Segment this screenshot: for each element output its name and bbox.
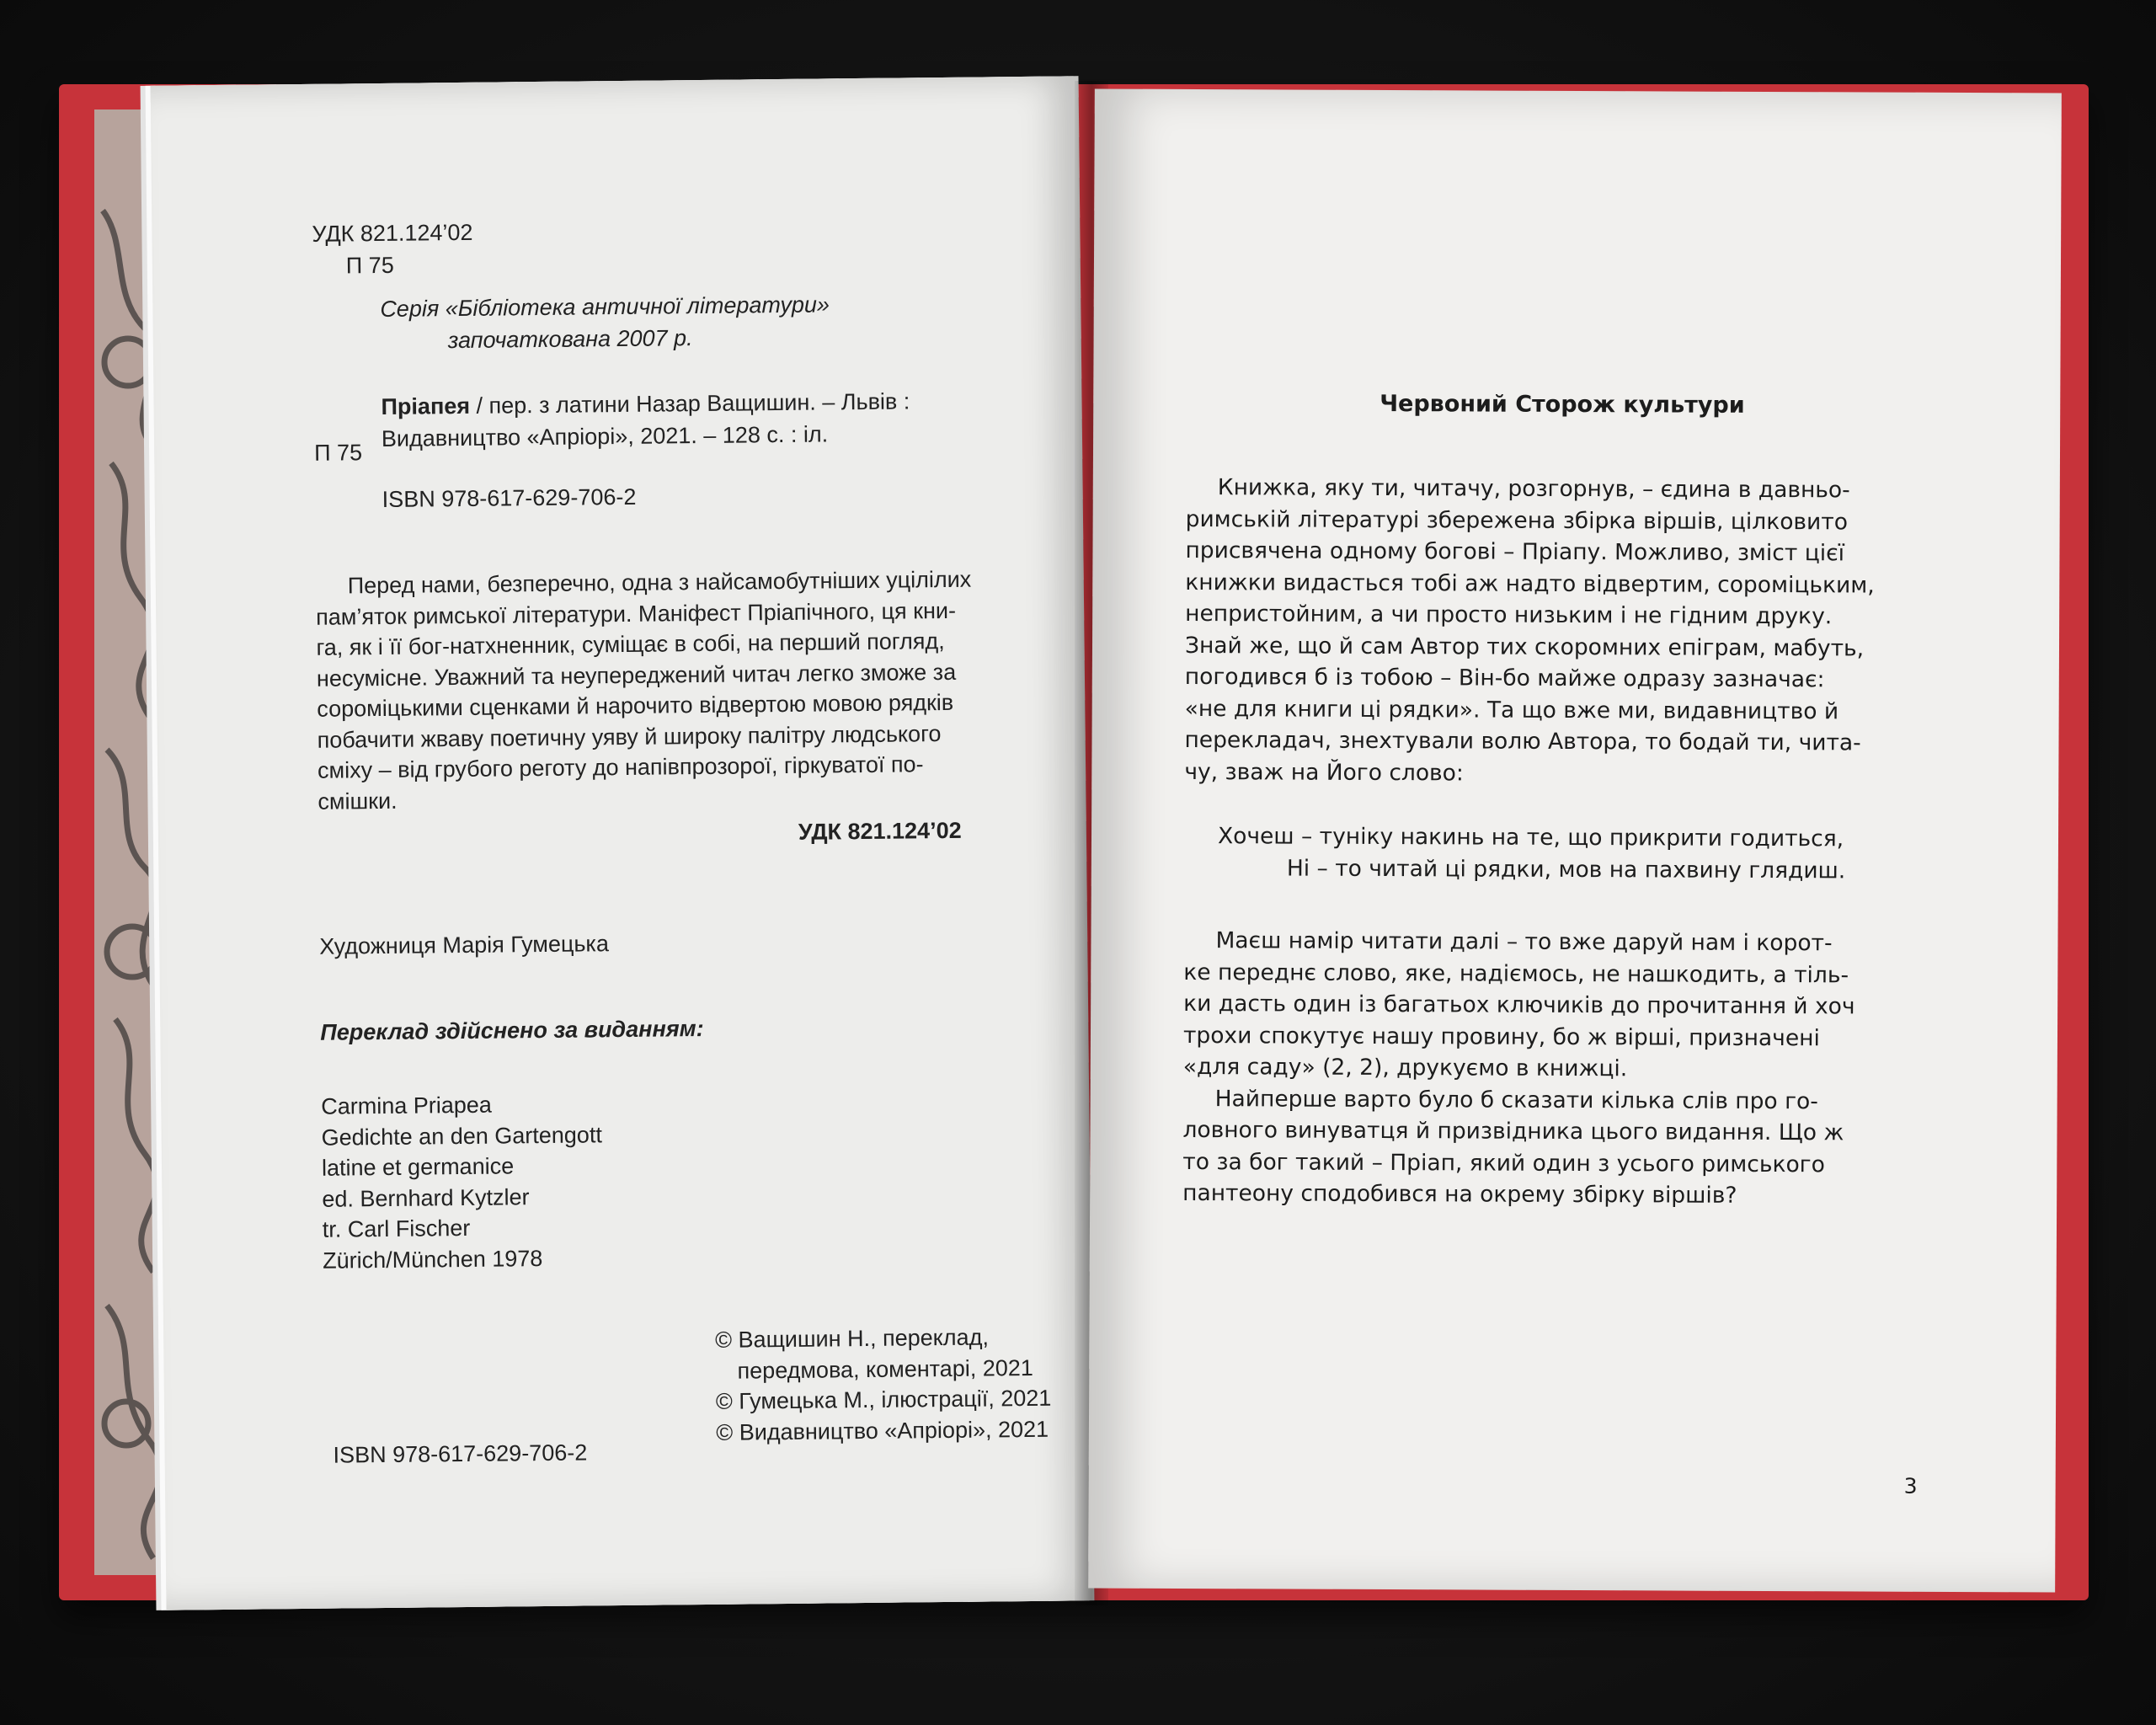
series-line-1: Серія «Бібліотека античної літератури»: [380, 291, 830, 322]
bibliographic-rest: / пер. з латини Назар Ващишин. – Львів :: [469, 388, 910, 419]
text-line: перекладач, знехтували волю Автора, то бодай ти, чита-: [1184, 726, 1861, 756]
text-line: «не для книги ці рядки». Та що вже ми, видавництво й: [1184, 695, 1839, 724]
abstract: [316, 563, 1009, 817]
abstract-line: сміху – від грубого реготу до напівпрозорої, гіркуватої по-: [317, 751, 924, 783]
text-line: «для саду» (2, 2), друкуємо в книжці.: [1182, 1053, 1628, 1082]
chapter-heading: Червоний Сторож культури: [1380, 390, 1745, 419]
left-page: [151, 76, 1095, 1610]
copyright-line: © Видавництво «Апріорі», 2021: [716, 1416, 1049, 1445]
text-line: ки дасть один із багатьох ключиків до прочитання й хоч: [1183, 990, 1855, 1020]
copyright-block: [715, 1321, 1070, 1447]
source-line: Carmina Priapea: [321, 1092, 492, 1119]
p75-top: П 75: [345, 252, 394, 279]
udk-header: УДК 821.124’02: [312, 219, 473, 247]
translation-note: Переклад здійснено за виданням:: [320, 1016, 704, 1045]
series-line-2: започаткована 2007 р.: [447, 325, 693, 354]
verse-line-2: Ні – то читай ці рядки, мов на пахвину глядиш.: [1286, 855, 1846, 884]
abstract-line: Перед нами, безперечно, одна з найсамобутніших уцілілих: [347, 566, 972, 599]
source-line: Zürich/München 1978: [323, 1245, 543, 1274]
text-line: Маєш намір читати далі – то вже даруй нам і корот-: [1215, 927, 1833, 957]
p75-side: П 75: [313, 440, 363, 466]
verse-line-1: Хочеш – туніку накинь на те, що прикрити годиться,: [1217, 823, 1844, 852]
paragraph-2: [1182, 925, 1937, 1212]
copyright-line: передмова, коментарі, 2021: [737, 1354, 1033, 1384]
bibliographic-line-2: Видавництво «Апріорі», 2021. – 128 с. : іл.: [381, 421, 829, 451]
text-line: трохи спокутує нашу провину, бо ж вірші, призначені: [1182, 1022, 1820, 1051]
text-line: пантеону сподобився на окрему збірку віршів?: [1182, 1179, 1737, 1209]
abstract-line: несумісне. Уважний та неупереджений читач легко зможе за: [316, 659, 957, 692]
text-line: чу, зваж на Його слово:: [1184, 758, 1464, 786]
bibliographic-line-1: [381, 386, 910, 422]
page-number: 3: [1903, 1473, 1918, 1498]
text-line: Книжка, яку ти, читачу, розгорнув, – єдина в давньо-: [1217, 474, 1850, 504]
text-line: римській літературі збережена збірка віршів, цілковито: [1185, 505, 1849, 535]
text-line: ке переднє слово, яке, надіємось, не нашкодить, а тіль-: [1183, 959, 1849, 988]
text-line: Знай же, що й сам Автор тих скоромних епіграм, мабуть,: [1184, 632, 1865, 661]
source-line: ed. Bernhard Kytzler: [322, 1183, 530, 1212]
abstract-line: пам’яток римської літератури. Маніфест Пріапічного, ця кни-: [316, 597, 957, 630]
text-line: погодився б із тобою – Він-бо майже одразу зазначає:: [1184, 663, 1825, 693]
artist-credit: Художниця Марія Гумецька: [319, 931, 610, 959]
source-line: latine et germanice: [321, 1153, 515, 1181]
udk-bold: УДК 821.124’02: [798, 817, 962, 845]
abstract-line: смішки.: [318, 788, 398, 814]
source-edition: [321, 1086, 828, 1275]
isbn-bottom: ISBN 978-617-629-706-2: [333, 1439, 588, 1468]
text-line: присвячена одному богові – Пріапу. Можливо, зміст цієї: [1185, 537, 1845, 567]
text-line: Найперше варто було б сказати кілька слів про го-: [1214, 1085, 1818, 1114]
paragraph-1: [1184, 472, 1940, 791]
source-line: Gedichte an den Gartengott: [321, 1121, 603, 1151]
right-page: [1088, 89, 2062, 1593]
copyright-line: © Гумецька М., ілюстрації, 2021: [715, 1385, 1052, 1414]
text-line: непристойним, а чи просто низьким і не гідним друку.: [1185, 600, 1833, 630]
abstract-line: сороміцькими сценками й нарочито відвертою мовою рядків: [317, 689, 954, 722]
abstract-line: побачити жваву поетичну уяву й широку палітру людського: [317, 720, 942, 753]
source-line: tr. Carl Fischer: [322, 1215, 471, 1242]
isbn-top: ISBN 978-617-629-706-2: [382, 483, 637, 512]
text-line: книжки видасться тобі аж надто відвертим, сороміцьким,: [1185, 569, 1875, 599]
abstract-line: га, як і її бог-натхненник, суміщає в собі, на перший погляд,: [316, 628, 945, 660]
text-line: то за бог такий – Пріап, який один з усього римського: [1182, 1148, 1825, 1178]
book-title: Пріапея: [381, 393, 471, 419]
copyright-line: © Ващишин Н., переклад,: [715, 1324, 990, 1353]
text-line: ловного винуватця й призвідника цього видання. Що ж: [1182, 1116, 1844, 1146]
